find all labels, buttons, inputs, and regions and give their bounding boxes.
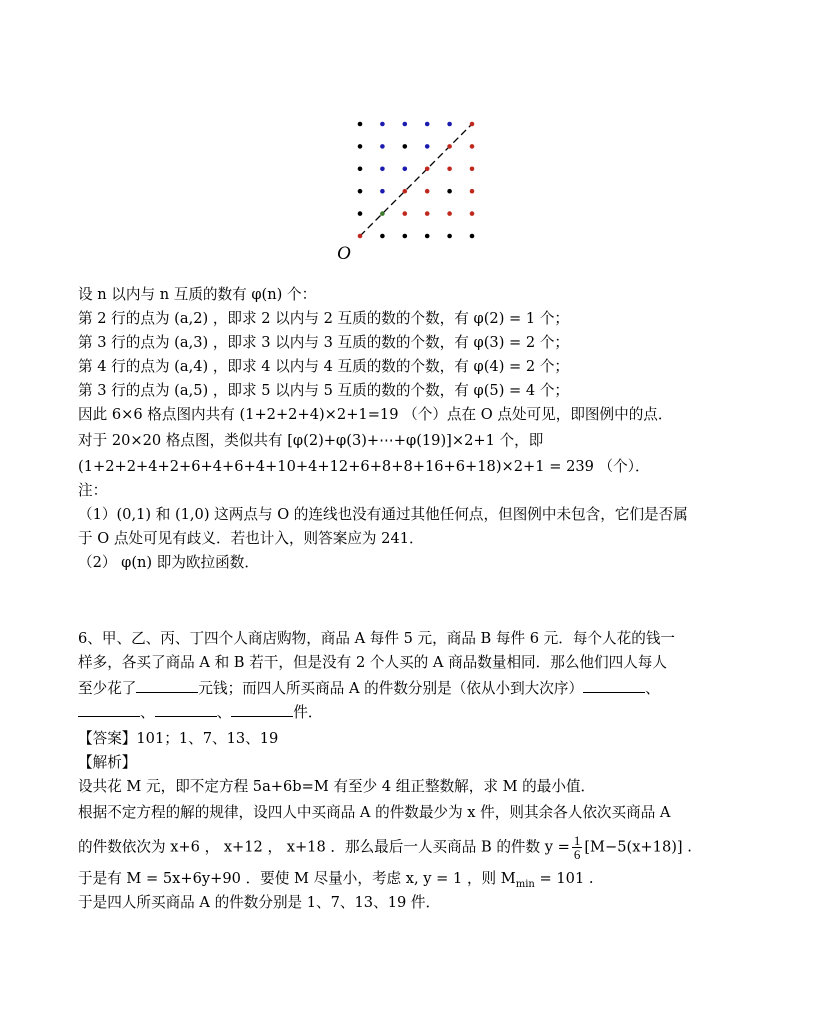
lattice-dot bbox=[470, 234, 475, 239]
lattice-dot bbox=[358, 167, 363, 172]
lattice-dot bbox=[470, 211, 475, 216]
lattice-dot bbox=[358, 144, 363, 149]
fraction-one-sixth bbox=[572, 834, 583, 861]
lattice-dot bbox=[380, 144, 385, 149]
problem6-line-3-text-a: 至少花了 bbox=[78, 680, 137, 697]
note-1-line-2: 于 O 点处可见有歧义．若也计入，则答案应为 241． bbox=[78, 530, 424, 547]
analysis-line-1: 设共花 M 元，即不定方程 5a+6b=M 有至少 4 组正整数解，求 M 的最小值． bbox=[78, 778, 596, 795]
lattice-dot bbox=[358, 189, 363, 194]
lattice-dot bbox=[425, 122, 430, 127]
lattice-dot bbox=[403, 211, 408, 216]
lattice-dot bbox=[380, 122, 385, 127]
answer-blank-1 bbox=[136, 678, 198, 693]
solution-line-8: (1+2+2+4+2+6+4+6+4+10+4+12+6+8+8+16+6+18)×2+1 = 239 （个）． bbox=[78, 458, 650, 475]
min-subscript: min bbox=[515, 878, 535, 890]
analysis-line-4-text-a: 于是有 M = 5x+6y+90 ．要使 M 尽量小，考虑 x, y = 1 ，则 M bbox=[78, 870, 516, 887]
lattice-figure bbox=[330, 112, 500, 264]
answer-blank-4 bbox=[155, 702, 217, 717]
analysis-line-3-text-a: 的件数依次为 x+6 ， x+12 ， x+18 ．那么最后一人买商品 B 的件数 y = bbox=[78, 838, 570, 856]
problem6-line-4-sep-b: 、 bbox=[216, 704, 232, 721]
lattice-dot bbox=[358, 211, 363, 216]
lattice-dot bbox=[380, 234, 385, 239]
lattice-dot bbox=[358, 122, 363, 127]
problem6-line-3-sep: 、 bbox=[645, 680, 660, 697]
solution-line-1: 设 n 以内与 n 互质的数有 φ(n) 个： bbox=[78, 286, 317, 303]
lattice-dot bbox=[470, 189, 475, 194]
analysis-heading: 【解析】 bbox=[78, 754, 137, 771]
lattice-dot bbox=[425, 167, 430, 172]
lattice-dot bbox=[470, 144, 475, 149]
lattice-dot bbox=[425, 144, 430, 149]
answer-line: 【答案】101；1、7、13、19 bbox=[78, 730, 279, 747]
solution-line-7: 对于 20×20 格点图，类似共有 [φ(2)+φ(3)+⋯+φ(19)]×2+1 个，即 bbox=[78, 432, 544, 449]
lattice-dot bbox=[447, 211, 452, 216]
origin-label: O bbox=[337, 243, 351, 264]
answer-blank-5 bbox=[231, 702, 293, 717]
lattice-dot bbox=[403, 122, 408, 127]
solution-line-6: 因此 6×6 格点图内共有 (1+2+2+4)×2+1=19 （个）点在 O 点处可见，即图例中的点． bbox=[78, 406, 673, 423]
lattice-dot bbox=[403, 167, 408, 172]
lattice-dot bbox=[447, 167, 452, 172]
lattice-dot bbox=[380, 167, 385, 172]
fraction-numerator: 1 bbox=[573, 833, 581, 848]
lattice-dot bbox=[403, 144, 408, 149]
solution-line-3: 第 3 行的点为 (a,3) ，即求 3 以内与 3 互质的数的个数，有 φ(3) = 2 个； bbox=[78, 334, 570, 351]
lattice-dot bbox=[380, 211, 385, 216]
solution-line-4: 第 4 行的点为 (a,4) ，即求 4 以内与 4 互质的数的个数，有 φ(4) = 2 个； bbox=[78, 358, 570, 375]
note-1-line-1: （1）(0,1) 和 (1,0) 这两点与 O 的连线也没有通过其他任何点，但图例中未包含，它们是否属 bbox=[78, 506, 688, 523]
solution-line-2: 第 2 行的点为 (a,2) ，即求 2 以内与 2 互质的数的个数，有 φ(2) = 1 个； bbox=[78, 310, 570, 327]
analysis-line-4-text-b: = 101 . bbox=[534, 870, 594, 887]
fraction-denominator: 6 bbox=[573, 847, 581, 862]
analysis-line-2: 根据不定方程的解的规律，设四人中买商品 A 的件数最少为 x 件，则其余各人依次买商品 A bbox=[78, 804, 671, 821]
problem6-line-4-end: 件． bbox=[293, 704, 323, 721]
lattice-svg bbox=[330, 112, 500, 264]
lattice-dot bbox=[425, 189, 430, 194]
lattice-dot bbox=[470, 167, 475, 172]
lattice-dot bbox=[447, 122, 452, 127]
analysis-line-3-text-b: [M−5(x+18)] . bbox=[584, 838, 692, 856]
problem6-line-2: 样多，各买了商品 A 和 B 若干，但是没有 2 个人买的 A 商品数量相同．那么他们四人每人 bbox=[78, 654, 667, 671]
lattice-dot bbox=[358, 234, 363, 239]
lattice-dot bbox=[380, 189, 385, 194]
note-2: （2） φ(n) 即为欧拉函数． bbox=[78, 554, 259, 571]
lattice-dot bbox=[425, 234, 430, 239]
lattice-dot bbox=[403, 234, 408, 239]
lattice-dot bbox=[447, 144, 452, 149]
problem6-line-1: 6、甲、乙、丙、丁四个人商店购物，商品 A 每件 5 元，商品 B 每件 6 元．每个人花的钱一 bbox=[78, 630, 676, 647]
note-heading: 注： bbox=[78, 482, 108, 499]
lattice-dot bbox=[447, 234, 452, 239]
problem6-line-4-sep-a: 、 bbox=[140, 704, 155, 721]
analysis-line-3 bbox=[78, 834, 692, 861]
lattice-dot bbox=[425, 211, 430, 216]
lattice-dot bbox=[403, 189, 408, 194]
lattice-dot bbox=[470, 122, 475, 127]
problem6-line-4 bbox=[78, 702, 322, 724]
problem6-line-3 bbox=[78, 678, 660, 700]
analysis-line-5: 于是四人所买商品 A 的件数分别是 1、7、13、19 件． bbox=[78, 894, 441, 911]
solution-line-5: 第 3 行的点为 (a,5) ，即求 5 以内与 5 互质的数的个数，有 φ(5) = 4 个； bbox=[78, 382, 570, 399]
diagonal-dashed-line bbox=[360, 124, 472, 236]
answer-blank-2 bbox=[583, 678, 645, 693]
lattice-dot bbox=[447, 189, 452, 194]
answer-blank-3 bbox=[78, 702, 140, 717]
problem6-line-3-text-b: 元钱；而四人所买商品 A 的件数分别是（依从小到大次序） bbox=[198, 680, 584, 697]
